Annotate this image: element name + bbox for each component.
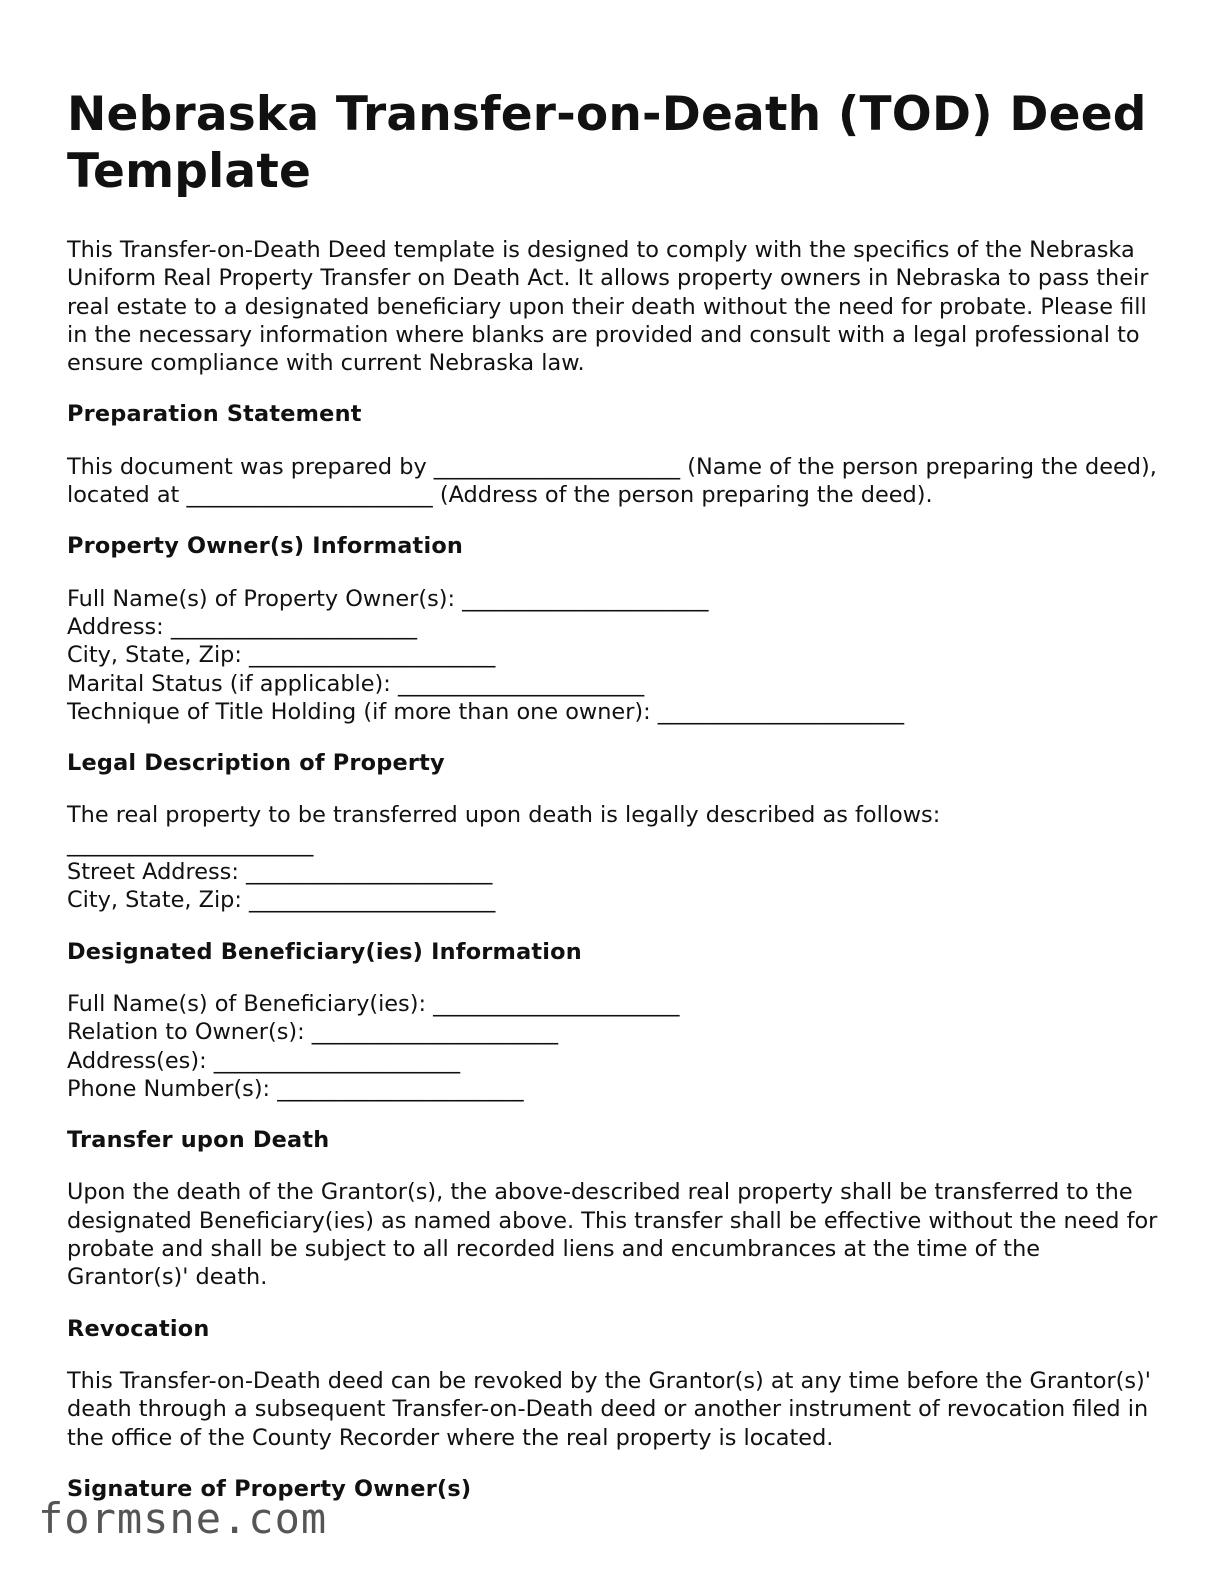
preparation-heading: Preparation Statement bbox=[67, 401, 362, 428]
legal-fields bbox=[67, 801, 1167, 914]
owner-fields bbox=[67, 585, 1167, 726]
beneficiary-relation-field: Relation to Owner(s): ______________________ bbox=[67, 1019, 559, 1046]
beneficiary-address-field: Address(es): ______________________ bbox=[67, 1047, 461, 1074]
document-title: Nebraska Transfer-on-Death (TOD) Deed Template bbox=[67, 87, 1147, 199]
beneficiary-full-name-field: Full Name(s) of Beneficiary(ies): ______________________ bbox=[67, 990, 680, 1017]
transfer-heading: Transfer upon Death bbox=[67, 1127, 330, 1154]
document-page bbox=[67, 86, 1167, 1503]
revocation-text: This Transfer-on-Death deed can be revoked by the Grantor(s) at any time before the Grantor(s)' death through a subsequent Transfer-on-Death deed or another instrument of revocation filed in the office of the County Recorder where the real property is located. bbox=[67, 1367, 1151, 1451]
beneficiary-phone-field: Phone Number(s): ______________________ bbox=[67, 1075, 524, 1102]
transfer-text: Upon the death of the Grantor(s), the above-described real property shall be transferred to the designated Beneficiary(ies) as named above. This transfer shall be effective without the need for probate and shall be subject to all recorded liens and encumbrances at the time of the Grantor(s)' death. bbox=[67, 1179, 1158, 1291]
preparation-text: This document was prepared by ______________________ (Name of the person preparing the deed), located at ______________________ (Address of the person preparing the deed). bbox=[67, 453, 1157, 509]
owner-address-field: Address: ______________________ bbox=[67, 613, 418, 640]
intro-paragraph: This Transfer-on-Death Deed template is designed to comply with the specifics of the Nebraska Uniform Real Property Transfer on Death Act. It allows property owners in Nebraska to pass their real estate to a designated beneficiary upon their death without the need for probate. Please fill in the necessary information where blanks are provided and consult with a legal professional to ensure compliance with current Nebraska law. bbox=[67, 237, 1149, 377]
watermark: formsne.com bbox=[38, 1494, 328, 1543]
beneficiary-heading: Designated Beneficiary(ies) Information bbox=[67, 938, 582, 965]
revocation-heading: Revocation bbox=[67, 1315, 210, 1342]
owner-full-name-field: Full Name(s) of Property Owner(s): ______________________ bbox=[67, 585, 709, 612]
owner-city-state-zip-field: City, State, Zip: ______________________ bbox=[67, 642, 496, 669]
owner-title-holding-field: Technique of Title Holding (if more than one owner): ______________________ bbox=[67, 698, 905, 725]
legal-description-text: The real property to be transferred upon death is legally described as follows: bbox=[67, 802, 941, 829]
signature-heading: Signature of Property Owner(s) bbox=[67, 1475, 472, 1502]
legal-street-address-field: Street Address: ______________________ bbox=[67, 859, 493, 886]
legal-heading: Legal Description of Property bbox=[67, 750, 445, 777]
legal-city-state-zip-field: City, State, Zip: ______________________ bbox=[67, 887, 496, 914]
owner-marital-status-field: Marital Status (if applicable): ______________________ bbox=[67, 670, 645, 697]
beneficiary-fields bbox=[67, 990, 1167, 1103]
legal-description-blank: ______________________ bbox=[67, 830, 314, 857]
owner-heading: Property Owner(s) Information bbox=[67, 533, 464, 560]
